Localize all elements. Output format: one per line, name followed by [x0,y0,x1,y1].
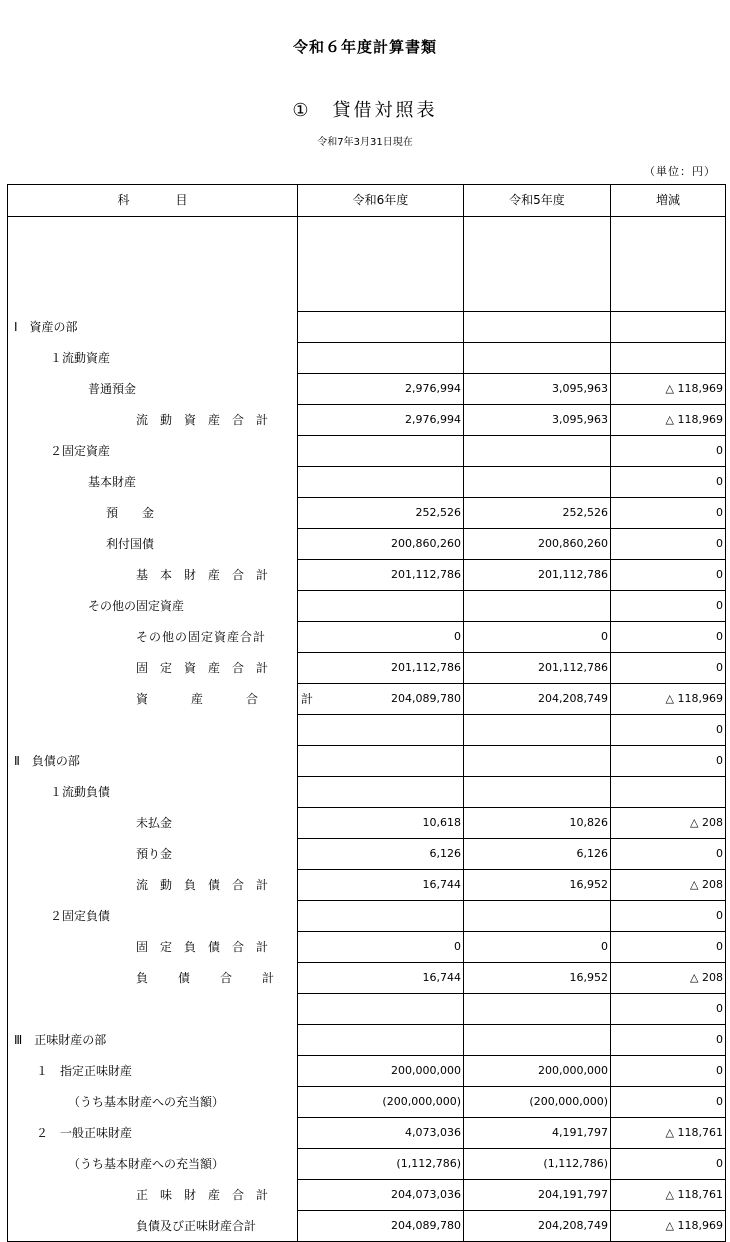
document-title: 令和６年度計算書類 [292,38,437,56]
current-year-value: 2,976,994 [298,405,464,436]
current-year-value [298,343,464,374]
row-label: その他の固定資産合計 [136,630,267,644]
table-row [8,436,726,467]
previous-year-value: 16,952 [464,963,611,994]
current-year-value [298,901,464,932]
row-label: Ⅱ 負債の部 [14,754,80,768]
change-value: 0 [611,436,726,467]
previous-year-value: 3,095,963 [464,405,611,436]
current-year-value [298,746,464,777]
change-value: 0 [611,560,726,591]
change-value [611,312,726,343]
previous-year-value: (200,000,000) [464,1087,611,1118]
table-row [8,932,726,963]
column-header-previous-year: 令和5年度 [464,185,611,217]
current-year-value [298,436,464,467]
change-value: 0 [611,653,726,684]
table-row [8,374,726,405]
previous-year-value: (1,112,786) [464,1149,611,1180]
current-year-value: 16,744 [298,870,464,901]
current-year-value: 0 [298,932,464,963]
row-label: 基本財産 [88,475,137,489]
row-label: その他の固定資産 [88,599,185,613]
row-label: 利付国債 [106,537,155,551]
current-year-value [298,777,464,808]
change-value: △ 118,969 [611,1211,726,1242]
previous-year-value: 10,826 [464,808,611,839]
change-value: 0 [611,591,726,622]
row-label: 基本財産合計 [136,568,281,582]
column-header-change: 増減 [611,185,726,217]
current-year-value: 6,126 [298,839,464,870]
change-value: 0 [611,839,726,870]
table-row [8,1025,726,1056]
change-value: 0 [611,901,726,932]
previous-year-value: 4,191,797 [464,1118,611,1149]
previous-year-value: 201,112,786 [464,560,611,591]
table-row [8,901,726,932]
table-row [8,498,726,529]
table-row [8,684,726,715]
current-year-value: 200,860,260 [298,529,464,560]
change-value: △ 118,761 [611,1118,726,1149]
table-row [8,1149,726,1180]
table-row [8,343,726,374]
previous-year-value: 16,952 [464,870,611,901]
as-of-date: 令和7年3月31日現在 [317,137,413,148]
change-value [611,777,726,808]
previous-year-value [464,901,611,932]
table-row [8,622,726,653]
previous-year-value [464,343,611,374]
previous-year-value [464,591,611,622]
current-year-value: 16,744 [298,963,464,994]
change-value: 0 [611,1149,726,1180]
table-row [8,1180,726,1211]
row-label: 預 金 [106,506,155,520]
row-label: （うち基本財産への充当額） [68,1157,225,1171]
current-year-value: 4,073,036 [298,1118,464,1149]
previous-year-value: 204,191,797 [464,1180,611,1211]
change-value: △ 208 [611,870,726,901]
change-value: 0 [611,622,726,653]
table-row [8,1211,726,1242]
previous-year-value [464,746,611,777]
previous-year-value: 204,208,749 [464,684,611,715]
previous-year-value [464,467,611,498]
table-row [8,839,726,870]
previous-year-value [464,994,611,1025]
row-label: ２ 一般正味財産 [36,1126,133,1140]
row-label: 普通預金 [88,382,137,396]
current-year-value: 252,526 [298,498,464,529]
table-row [8,746,726,777]
previous-year-value [464,312,611,343]
change-value: △ 208 [611,963,726,994]
change-value: 0 [611,1087,726,1118]
table-row [8,777,726,808]
table-row [8,591,726,622]
spacer-row [8,217,726,312]
change-value: 0 [611,529,726,560]
current-year-value: 204,073,036 [298,1180,464,1211]
current-year-value: 204,089,780 [298,684,464,715]
table-row [8,994,726,1025]
row-label: 預り金 [136,847,173,861]
previous-year-value: 204,208,749 [464,1211,611,1242]
row-label: （うち基本財産への充当額） [68,1095,225,1109]
current-year-value [298,1025,464,1056]
change-value [611,343,726,374]
current-year-value [298,715,464,746]
table-row [8,963,726,994]
current-year-value: 2,976,994 [298,374,464,405]
balance-sheet-title: ① 貸借対照表 [292,100,438,121]
change-value: 0 [611,1056,726,1087]
previous-year-value: 201,112,786 [464,653,611,684]
previous-year-value [464,436,611,467]
previous-year-value: 200,000,000 [464,1056,611,1087]
table-row [8,715,726,746]
row-label: ２固定負債 [50,909,111,923]
previous-year-value: 252,526 [464,498,611,529]
current-year-value: 201,112,786 [298,560,464,591]
unit-note: （単位：円） [644,165,716,178]
current-year-value [298,994,464,1025]
table-row [8,405,726,436]
row-label: ２固定資産 [50,444,111,458]
current-year-value: (1,112,786) [298,1149,464,1180]
table-header-row [8,185,726,217]
row-label: 固定負債合計 [136,940,281,954]
previous-year-value: 0 [464,622,611,653]
row-label: 正味財産合計 [136,1188,281,1202]
row-label: 流動負債合計 [136,878,281,892]
change-value: △ 208 [611,808,726,839]
current-year-value: 204,089,780 [298,1211,464,1242]
row-label: 負債及び正味財産合計 [136,1218,257,1233]
previous-year-value: 0 [464,932,611,963]
previous-year-value [464,777,611,808]
current-year-value [298,467,464,498]
table-row [8,653,726,684]
change-value: △ 118,761 [611,1180,726,1211]
balance-sheet-table [7,184,726,1242]
previous-year-value [464,1025,611,1056]
table-row [8,529,726,560]
change-value: 0 [611,746,726,777]
current-year-value: 201,112,786 [298,653,464,684]
change-value: 0 [611,1025,726,1056]
previous-year-value: 200,860,260 [464,529,611,560]
current-year-value: (200,000,000) [298,1087,464,1118]
table-row [8,560,726,591]
row-label: 負債合計 [136,971,305,985]
table-row [8,870,726,901]
row-label: 資産合計 [136,692,357,706]
column-header-current-year: 令和6年度 [298,185,464,217]
row-label: 流動資産合計 [136,413,281,427]
current-year-value [298,591,464,622]
change-value: △ 118,969 [611,374,726,405]
row-label: 固定資産合計 [136,661,281,675]
change-value: 0 [611,498,726,529]
table-row [8,1056,726,1087]
previous-year-value: 3,095,963 [464,374,611,405]
previous-year-value [464,715,611,746]
row-label: １ 指定正味財産 [36,1064,133,1078]
current-year-value: 10,618 [298,808,464,839]
row-label: １流動負債 [50,785,111,799]
row-label: 未払金 [136,816,173,830]
change-value: △ 118,969 [611,405,726,436]
change-value: 0 [611,715,726,746]
change-value: △ 118,969 [611,684,726,715]
previous-year-value: 6,126 [464,839,611,870]
column-header-subject: 科目 [8,185,298,217]
table-row [8,312,726,343]
current-year-value: 200,000,000 [298,1056,464,1087]
row-label: Ⅰ 資産の部 [14,320,78,334]
table-row [8,467,726,498]
table-row [8,1118,726,1149]
current-year-value: 0 [298,622,464,653]
change-value: 0 [611,932,726,963]
change-value: 0 [611,994,726,1025]
table-row [8,808,726,839]
table-row [8,1087,726,1118]
current-year-value [298,312,464,343]
row-label: １流動資産 [50,351,111,365]
row-label: Ⅲ 正味財産の部 [14,1033,107,1047]
change-value: 0 [611,467,726,498]
